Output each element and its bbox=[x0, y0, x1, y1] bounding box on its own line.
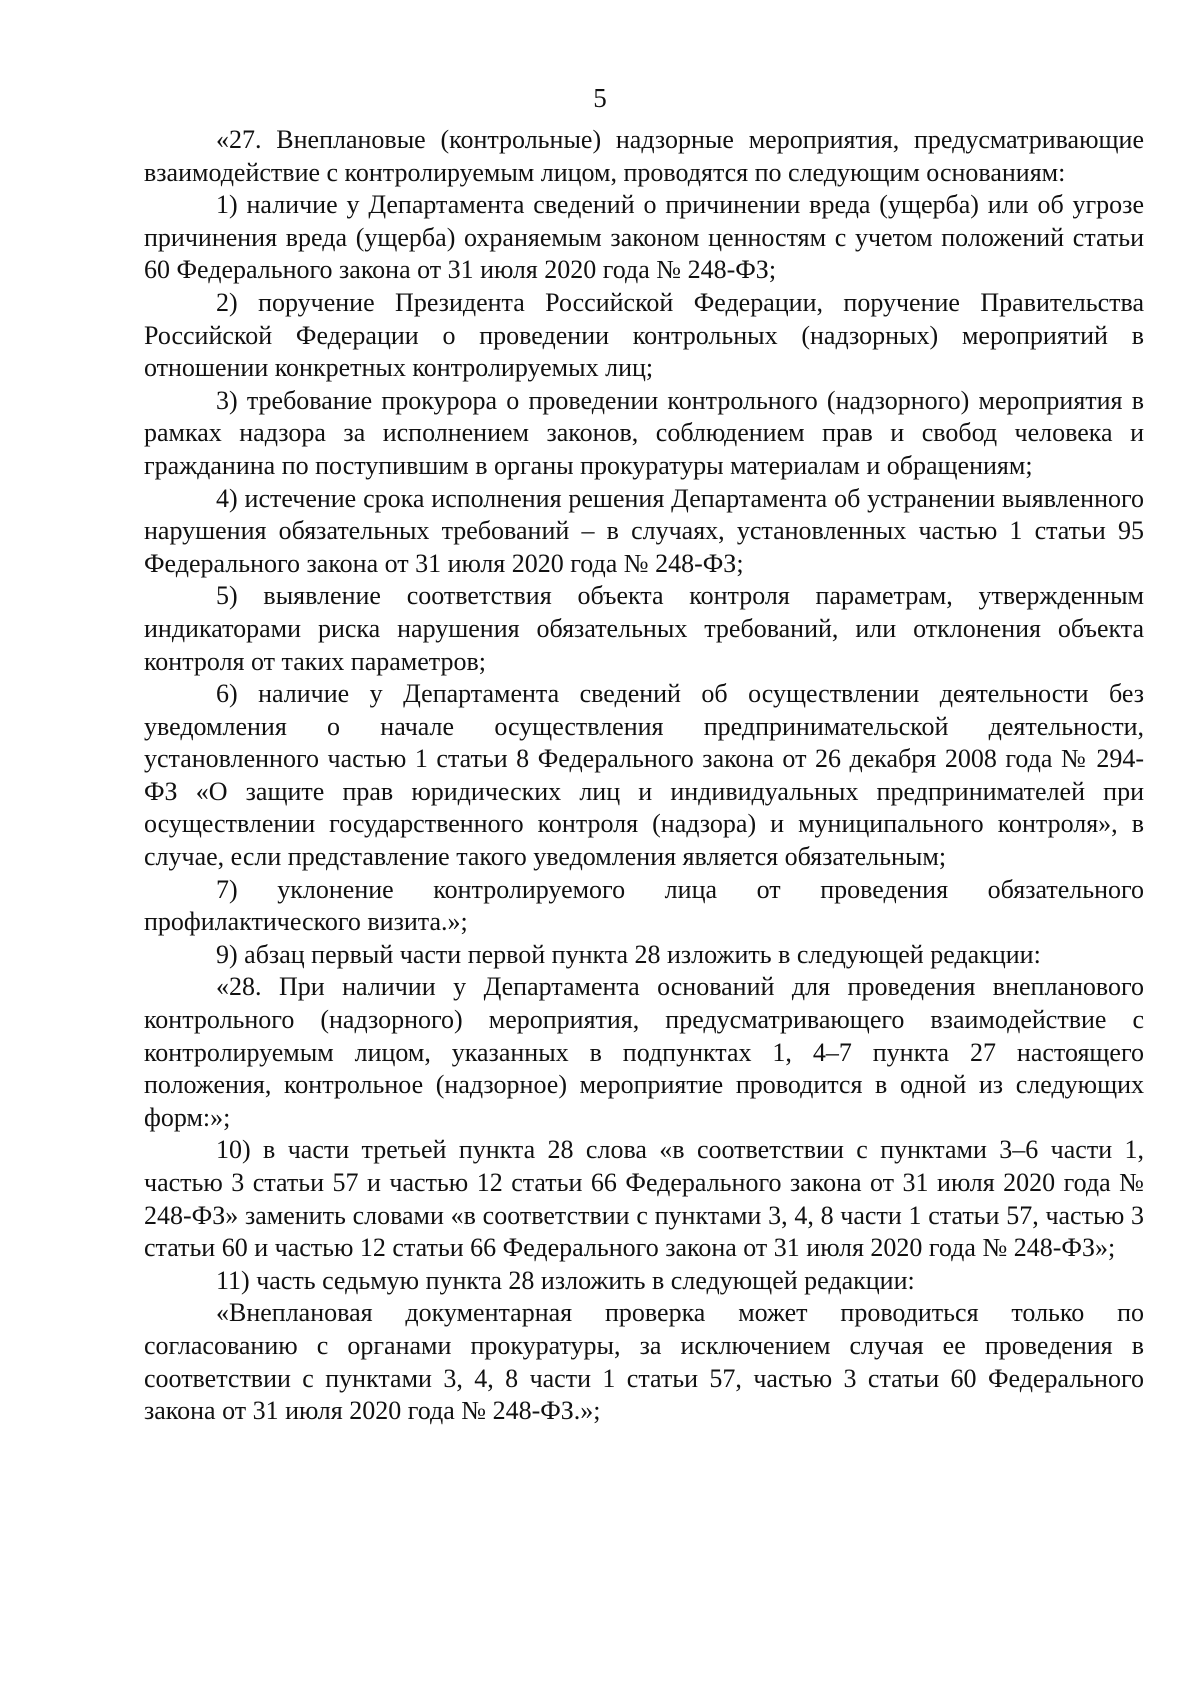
paragraph-item-7: 7) уклонение контролируемого лица от проведения обязательного профилактического визита.»; bbox=[144, 874, 1144, 937]
paragraph-amendment-11: 11) часть седьмую пункта 28 изложить в следующей редакции: bbox=[216, 1265, 915, 1295]
paragraph-item-6: 6) наличие у Департамента сведений об осуществлении деятельности без уведомления о начале осуществления предпринимательской деятельности, установленного частью 1 статьи 8 Федерального закона от 26 декабря 2008 года № 294-ФЗ «О защите прав юридических лиц и индивидуальных предпринимателей при осуществлении государственного контроля (надзора) и муниципального контроля», в случае, если представление такого уведомления является обязательным; bbox=[144, 679, 1144, 872]
paragraph-item-3: 3) требование прокурора о проведении контрольного (надзорного) мероприятия в рамках надзора за исполнением законов, соблюдением прав и свобод человека и гражданина по поступившим в органы прокуратуры материалам и обращениям; bbox=[144, 385, 1144, 480]
page-number: 5 bbox=[593, 83, 607, 113]
paragraph-item-4: 4) истечение срока исполнения решения Департамента об устранении выявленного нарушения обязательных требований – в случаях, установленных частью 1 статьи 95 Федерального закона от 31 июля 2020 года № 248-ФЗ; bbox=[144, 483, 1144, 578]
document-body bbox=[144, 124, 1144, 1428]
paragraph-28-part-7-text: «Внеплановая документарная проверка может проводиться только по согласованию с органами прокуратуры, за исключением случая ее проведения в соответствии с пунктами 3, 4, 8 части 1 статьи 57, частью 3 статьи 60 Федерального закона от 31 июля 2020 года № 248-ФЗ.»; bbox=[144, 1298, 1144, 1426]
paragraph-item-5: 5) выявление соответствия объекта контроля параметрам, утвержденным индикаторами риска нарушения обязательных требований, или отклонения объекта контроля от таких параметров; bbox=[144, 581, 1144, 676]
paragraph-28-text: «28. При наличии у Департамента оснований для проведения внепланового контрольного (надзорного) мероприятия, предусматривающего взаимодействие с контролируемым лицом, указанных в подпунктах 1, 4–7 пункта 27 настоящего положения, контрольное (надзорное) мероприятие проводится в одной из следующих форм:»; bbox=[144, 972, 1144, 1132]
paragraph-amendment-10: 10) в части третьей пункта 28 слова «в соответствии с пунктами 3–6 части 1, частью 3 статьи 57 и частью 12 статьи 66 Федерального закона от 31 июля 2020 года № 248-ФЗ» заменить словами «в соответствии с пунктами 3, 4, 8 части 1 статьи 57, частью 3 статьи 60 и частью 12 статьи 66 Федерального закона от 31 июля 2020 года № 248-ФЗ»; bbox=[144, 1135, 1144, 1263]
paragraph-27-intro: «27. Внеплановые (контрольные) надзорные мероприятия, предусматривающие взаимодействие с контролируемым лицом, проводятся по следующим основаниям: bbox=[144, 125, 1144, 187]
paragraph-item-1: 1) наличие у Департамента сведений о причинении вреда (ущерба) или об угрозе причинения вреда (ущерба) охраняемым законом ценностям с учетом положений статьи 60 Федерального закона от 31 июля 2020 года № 248-ФЗ; bbox=[144, 190, 1144, 285]
paragraph-amendment-9: 9) абзац первый части первой пункта 28 изложить в следующей редакции: bbox=[216, 939, 1041, 969]
paragraph-item-2: 2) поручение Президента Российской Федерации, поручение Правительства Российской Федерации о проведении контрольных (надзорных) мероприятий в отношении конкретных контролируемых лиц; bbox=[144, 287, 1144, 383]
